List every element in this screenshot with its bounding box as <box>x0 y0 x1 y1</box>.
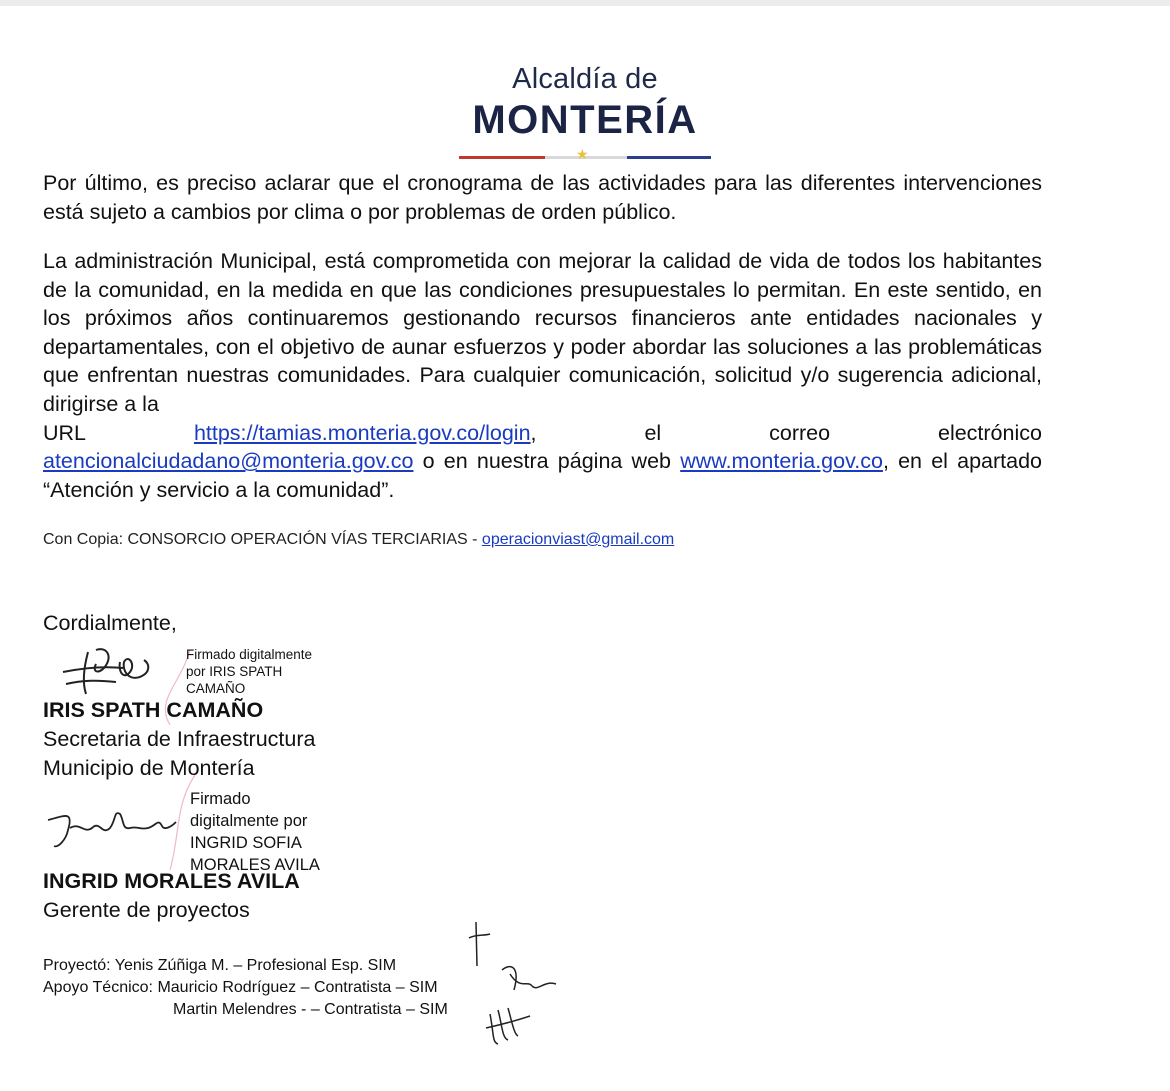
word-el: el <box>644 420 662 445</box>
iris-digital-signature-text <box>186 646 312 697</box>
credit-line-projected: Proyectó: Yenis Zúñiga M. – Profesional Esp. SIM <box>43 957 397 974</box>
digital-line: digitalmente por <box>190 812 308 830</box>
logo-flag-bars <box>459 146 711 162</box>
url-label: URL <box>43 420 87 445</box>
initials-mark-3 <box>484 1004 534 1048</box>
comma: , <box>530 420 537 445</box>
top-bar <box>0 0 1170 6</box>
copia-email-link[interactable]: operacionviast@gmail.com <box>481 531 675 548</box>
signer2-role: Gerente de proyectos <box>43 898 250 922</box>
digital-line: MORALES AVILA <box>190 856 320 874</box>
digital-line: por IRIS SPATH <box>186 664 283 679</box>
credit-line-support: Apoyo Técnico: Mauricio Rodríguez – Contratista – SIM <box>43 979 438 996</box>
copia-line <box>43 531 674 549</box>
paragraph-1-text: Por último, es preciso aclarar que el cronograma de las actividades para las diferentes intervenciones está sujeto a cambios por clima o por problemas de orden público. <box>43 171 1042 224</box>
digital-line: Firmado digitalmente <box>186 647 313 662</box>
digital-line: INGRID SOFIA <box>190 834 302 852</box>
signer1-role: Secretaria de Infraestructura <box>43 727 316 751</box>
credits-block <box>43 955 448 1021</box>
end-text: , en el apartado “Atención y servicio a la comunidad”. <box>43 449 1043 502</box>
mid-text: o en nuestra página web <box>413 449 681 474</box>
digital-line: Firmado <box>190 790 251 808</box>
credit-line-support-2: Martin Melendres - – Contratista – SIM <box>173 1001 448 1018</box>
copia-prefix: Con Copia: CONSORCIO OPERACIÓN VÍAS TERCIARIAS - <box>43 531 482 548</box>
alcaldia-logo <box>0 62 1170 162</box>
ingrid-digital-signature-text <box>190 788 320 876</box>
logo-blue-bar <box>627 156 711 159</box>
logo-red-bar <box>459 156 545 159</box>
website-link[interactable]: www.monteria.gov.co <box>680 449 883 474</box>
paragraph-1 <box>43 169 1042 226</box>
initials-mark-2 <box>498 960 558 996</box>
initials-mark-1 <box>464 920 494 970</box>
paragraph-2 <box>43 247 1042 504</box>
paragraph-2-text: La administración Municipal, está comprometida con mejorar la calidad de vida de todos los habitantes de la comunidad, en la medida en que las condiciones presupuestales lo permitan. En este sentido, en los próximos años continuaremos gestionando recursos financieros ante entidades nacionales y departamentales, con el objetivo de aunar esfuerzos y poder abordar las soluciones a las problemáticas que enfrentan nuestras comunidades. Para cualquier comunicación, solicitud y/o sugerencia adicional, dirigirse a la <box>43 249 1042 416</box>
email-link[interactable]: atencionalciudadano@monteria.gov.co <box>43 449 414 474</box>
digital-line: CAMAÑO <box>186 681 246 696</box>
signer2-name: INGRID MORALES AVILA <box>43 869 300 893</box>
ingrid-signature <box>44 800 184 852</box>
tamias-login-link[interactable]: https://tamias.monteria.gov.co/login <box>193 420 531 445</box>
signer1-municipality: Municipio de Montería <box>43 756 255 780</box>
star-icon: ★ <box>576 146 589 162</box>
logo-line-2: MONTERÍA <box>472 98 698 142</box>
word-correo: correo <box>769 420 831 445</box>
url-line <box>43 419 1042 448</box>
logo-line-1: Alcaldía de <box>512 63 658 95</box>
iris-signature <box>58 642 158 698</box>
closing: Cordialmente, <box>43 611 177 635</box>
signer1-name: IRIS SPATH CAMAÑO <box>43 698 264 722</box>
word-electronico: electrónico <box>937 420 1042 445</box>
